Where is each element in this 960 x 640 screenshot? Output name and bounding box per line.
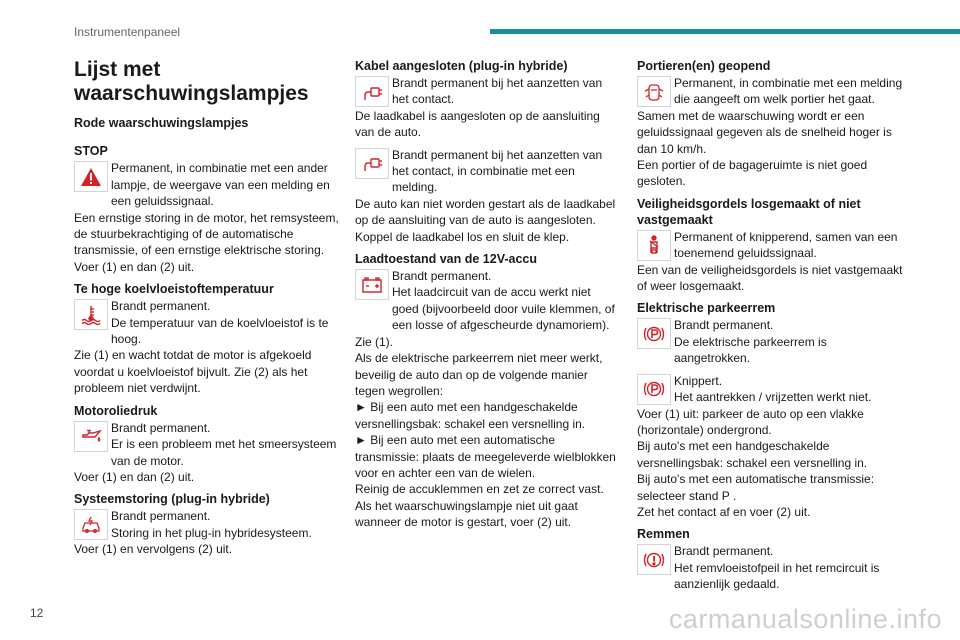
warning-section <box>74 403 344 486</box>
warning-section <box>74 143 344 275</box>
lamp-row <box>74 160 344 209</box>
page-number: 12 <box>30 606 44 620</box>
section-paragraph: Zet het contact af en voer (2) uit. <box>637 504 811 519</box>
warning-section <box>637 373 905 521</box>
oil-pressure-icon <box>74 421 108 452</box>
section-paragraph: Een ernstige storing in de motor, het remsysteem, de stuurbekrachtiging of de automatische transmissie, of een ernstige elektrische storing. <box>74 210 339 258</box>
lamp-row <box>74 298 344 347</box>
warning-section <box>355 147 620 245</box>
lamp-description: Brandt permanent. De elektrische parkeerrem is aangetrokken. <box>674 318 827 366</box>
section-paragraph: Een portier of de bagageruimte is niet goed gesloten. <box>637 158 868 189</box>
lamp-row <box>637 543 905 592</box>
section-title: Laadtoestand van de 12V-accu <box>355 252 538 267</box>
section-title: Veiligheidsgordels losgemaakt of niet vastgemaakt <box>637 196 861 227</box>
page-title: Lijst met waarschuwingslampjes <box>74 58 309 105</box>
warning-section <box>355 58 620 141</box>
section-paragraph: Koppel de laadkabel los en sluit de klep. <box>355 229 570 244</box>
lamp-description: Brandt permanent bij het aanzetten van het contact. <box>392 76 603 107</box>
section-paragraph: Als de elektrische parkeerrem niet meer werkt, beveilig de auto dan op de volgende manier tegen wegrollen: <box>355 351 603 398</box>
lamp-row <box>355 147 620 196</box>
section-title: STOP <box>74 144 108 159</box>
lamp-row <box>637 229 905 262</box>
lamp-row <box>355 75 620 108</box>
section-paragraph: ► Bij een auto met een automatische transmissie: plaats de meegeleverde wielblokken voor en achter een van de wielen. <box>355 433 616 480</box>
lamp-description: Brandt permanent. Het laadcircuit van de accu werkt niet goed (bijvoorbeeld door vuile klemmen, of een losse of afgescheurde dynamoriem). <box>392 269 615 333</box>
section-paragraph: Voer (1) en dan (2) uit. <box>74 469 195 484</box>
warning-section <box>637 300 905 366</box>
parking-brake-icon <box>637 374 671 405</box>
col2-sections <box>355 58 620 531</box>
col3-sections <box>637 58 905 593</box>
warning-section <box>74 281 344 396</box>
subheading-red-lamps: Rode waarschuwingslampjes <box>74 116 249 130</box>
section-paragraph: Samen met de waarschuwing wordt er een geluidssignaal gegeven als de snelheid hoger is dan 10 km/h. <box>637 108 892 156</box>
col1-sections <box>74 143 344 557</box>
section-title: Elektrische parkeerrem <box>637 301 776 316</box>
warning-section <box>637 196 905 295</box>
column-3 <box>637 58 905 599</box>
lamp-description: Brandt permanent. Het remvloeistofpeil in het remcircuit is aanzienlijk gedaald. <box>674 544 880 592</box>
section-paragraph: Voer (1) en vervolgens (2) uit. <box>74 542 233 557</box>
lamp-description: Permanent, in combinatie met een ander lampje, de weergave van een melding en een geluidssignaal. <box>111 161 330 209</box>
section-title: Kabel aangesloten (plug-in hybride) <box>355 59 568 73</box>
section-paragraph: Reinig de accuklemmen en zet ze correct vast. Als het waarschuwingslampje niet uit gaat wanneer de motor is gestart, voer (2) uit. <box>355 482 604 530</box>
lamp-description: Brandt permanent. Er is een probleem met het smeersysteem van de motor. <box>111 420 337 468</box>
section-title: Remmen <box>637 527 690 542</box>
lamp-description: Brandt permanent. De temperatuur van de koelvloeistof is te hoog. <box>111 299 329 347</box>
lamp-row <box>637 373 905 406</box>
section-title: Systeemstoring (plug-in hybride) <box>74 492 270 507</box>
lamp-description: Permanent of knipperend, samen van een toenemend geluidssignaal. <box>674 229 898 261</box>
warning-section <box>637 58 905 190</box>
lamp-description: Permanent, in combinatie met een melding die aangeeft om welk portier het gaat. <box>674 76 903 107</box>
section-paragraph: Bij auto's met een automatische transmissie: selecteer stand P . <box>637 472 875 503</box>
coolant-temperature-icon <box>74 299 108 330</box>
lamp-row <box>74 420 344 469</box>
seatbelt-icon <box>637 230 671 261</box>
lamp-description: Brandt permanent bij het aanzetten van het contact, in combinatie met een melding. <box>392 147 603 195</box>
charging-cable-icon <box>355 76 389 107</box>
section-paragraph: Een van de veiligheidsgordels is niet vastgemaakt of weer losgemaakt. <box>637 262 903 294</box>
brake-warning-icon <box>637 544 671 575</box>
section-paragraph: De auto kan niet worden gestart als de laadkabel op de aansluiting van de auto is aangesloten. <box>355 196 616 228</box>
lamp-row <box>74 508 344 541</box>
parking-brake-icon <box>637 318 671 349</box>
column-2 <box>355 58 620 537</box>
charging-cable-icon <box>355 148 389 179</box>
lamp-row <box>637 75 905 108</box>
section-paragraph: Zie (1). <box>355 334 394 349</box>
lamp-description: Brandt permanent. Storing in het plug-in hybridesysteem. <box>111 509 312 540</box>
lamp-row <box>355 268 620 334</box>
warning-triangle-icon <box>74 161 108 192</box>
section-paragraph: Zie (1) en wacht totdat de motor is afgekoeld voordat u koelvloeistof bijvult. Zie (2) als het probleem niet verdwijnt. <box>74 348 312 396</box>
section-paragraph: ► Bij een auto met een handgeschakelde versnellingsbak: schakel een versnelling in. <box>355 400 586 431</box>
section-paragraph: Voer (1) uit: parkeer de auto op een vlakke (horizontale) ondergrond. <box>637 406 864 437</box>
header-accent-bar <box>490 29 960 34</box>
column-1 <box>74 58 344 564</box>
section-title: Te hoge koelvloeistoftemperatuur <box>74 282 274 297</box>
warning-section <box>74 491 344 557</box>
door-open-icon <box>637 76 671 107</box>
warning-section <box>355 251 620 531</box>
battery-icon <box>355 269 389 300</box>
watermark: carmanualsonline.info <box>668 604 942 634</box>
section-title: Portieren(en) geopend <box>637 59 771 73</box>
section-paragraph: De laadkabel is aangesloten op de aansluiting van de auto. <box>355 108 600 140</box>
section-paragraph: Voer (1) en dan (2) uit. <box>74 259 195 274</box>
lamp-description: Knippert. Het aantrekken / vrijzetten werkt niet. <box>674 373 872 405</box>
section-title: Motoroliedruk <box>74 403 158 418</box>
lamp-row <box>637 317 905 366</box>
section-paragraph: Bij auto's met een handgeschakelde versnellingsbak: schakel een versnelling in. <box>637 439 868 470</box>
hybrid-system-fault-icon <box>74 509 108 540</box>
warning-section <box>637 526 905 592</box>
header-title: Instrumentenpaneel <box>74 25 181 39</box>
